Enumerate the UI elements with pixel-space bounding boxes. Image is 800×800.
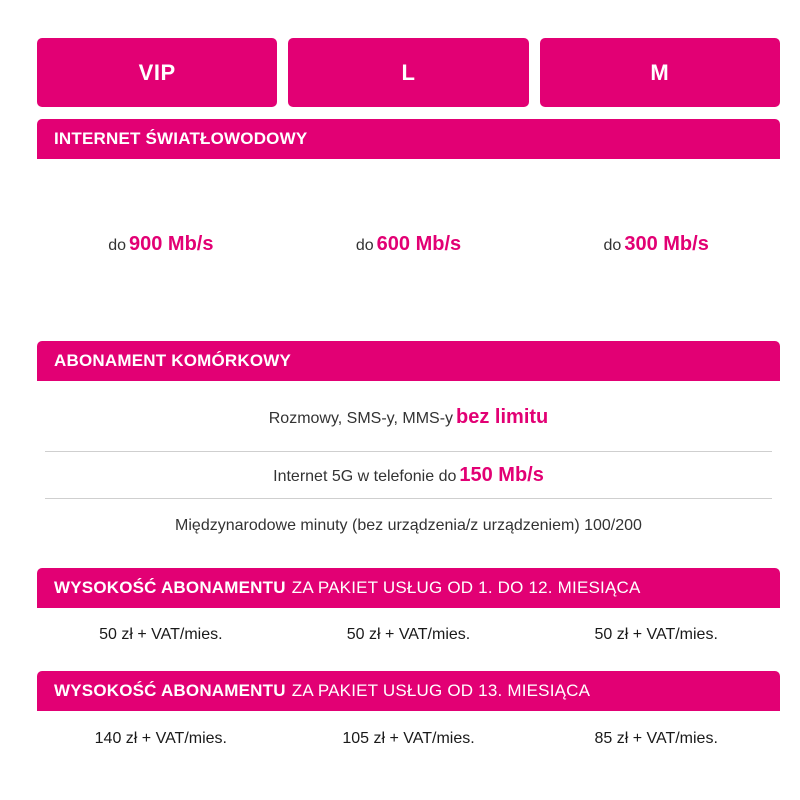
speed-value: 600 Mb/s xyxy=(376,233,462,255)
international-text: Międzynarodowe minuty (bez urządzenia/z urządzeniem) 100/200 xyxy=(175,517,642,534)
fee-later-title-rest: ZA PAKIET USŁUG OD 13. MIESIĄCA xyxy=(291,681,591,700)
mobile-section-header xyxy=(37,341,780,381)
fee-first-price-vip: 50 zł + VAT/mies. xyxy=(99,626,223,643)
fee-later-title-bold: WYSOKOŚĆ ABONAMENTU xyxy=(54,681,286,700)
speed-l xyxy=(285,233,533,256)
plan-tab-m[interactable]: M xyxy=(540,38,780,107)
fee-first-prices xyxy=(37,626,780,644)
internet-section-header xyxy=(37,119,780,159)
calls-text: Rozmowy, SMS-y, MMS-y xyxy=(268,410,454,427)
fee-first-price-m: 50 zł + VAT/mies. xyxy=(594,626,718,643)
speed-prefix: do xyxy=(355,237,374,254)
speed-m xyxy=(532,233,780,256)
plan-tab-vip[interactable]: VIP xyxy=(37,38,277,107)
fee-later-prices xyxy=(37,730,780,748)
mobile-internet-highlight: 150 Mb/s xyxy=(459,464,544,486)
plan-tabs xyxy=(37,38,780,107)
fee-later-header xyxy=(37,671,780,711)
fee-later-price-m: 85 zł + VAT/mies. xyxy=(594,730,718,747)
fee-first-title-bold: WYSOKOŚĆ ABONAMENTU xyxy=(54,578,286,597)
divider xyxy=(45,451,772,452)
fee-later-price-l: 105 zł + VAT/mies. xyxy=(342,730,475,747)
internet-speeds xyxy=(37,233,780,256)
mobile-internet-text: Internet 5G w telefonie do xyxy=(273,468,457,485)
internet-section-title: INTERNET ŚWIATŁOWODOWY xyxy=(54,129,308,148)
divider xyxy=(45,498,772,499)
mobile-internet-row xyxy=(45,464,772,487)
speed-prefix: do xyxy=(108,237,126,254)
calls-highlight: bez limitu xyxy=(456,406,549,428)
international-row xyxy=(45,517,772,535)
calls-row xyxy=(45,406,772,429)
speed-value: 300 Mb/s xyxy=(624,233,709,255)
fee-first-header xyxy=(37,568,780,608)
speed-prefix: do xyxy=(603,237,622,254)
plan-tab-l[interactable]: L xyxy=(288,38,528,107)
speed-value: 900 Mb/s xyxy=(128,233,214,255)
fee-later-price-vip: 140 zł + VAT/mies. xyxy=(94,730,227,747)
mobile-section-title: ABONAMENT KOMÓRKOWY xyxy=(54,351,292,370)
speed-vip xyxy=(37,233,285,256)
fee-first-price-l: 50 zł + VAT/mies. xyxy=(346,626,471,643)
fee-first-title-rest: ZA PAKIET USŁUG OD 1. DO 12. MIESIĄCA xyxy=(291,578,641,597)
